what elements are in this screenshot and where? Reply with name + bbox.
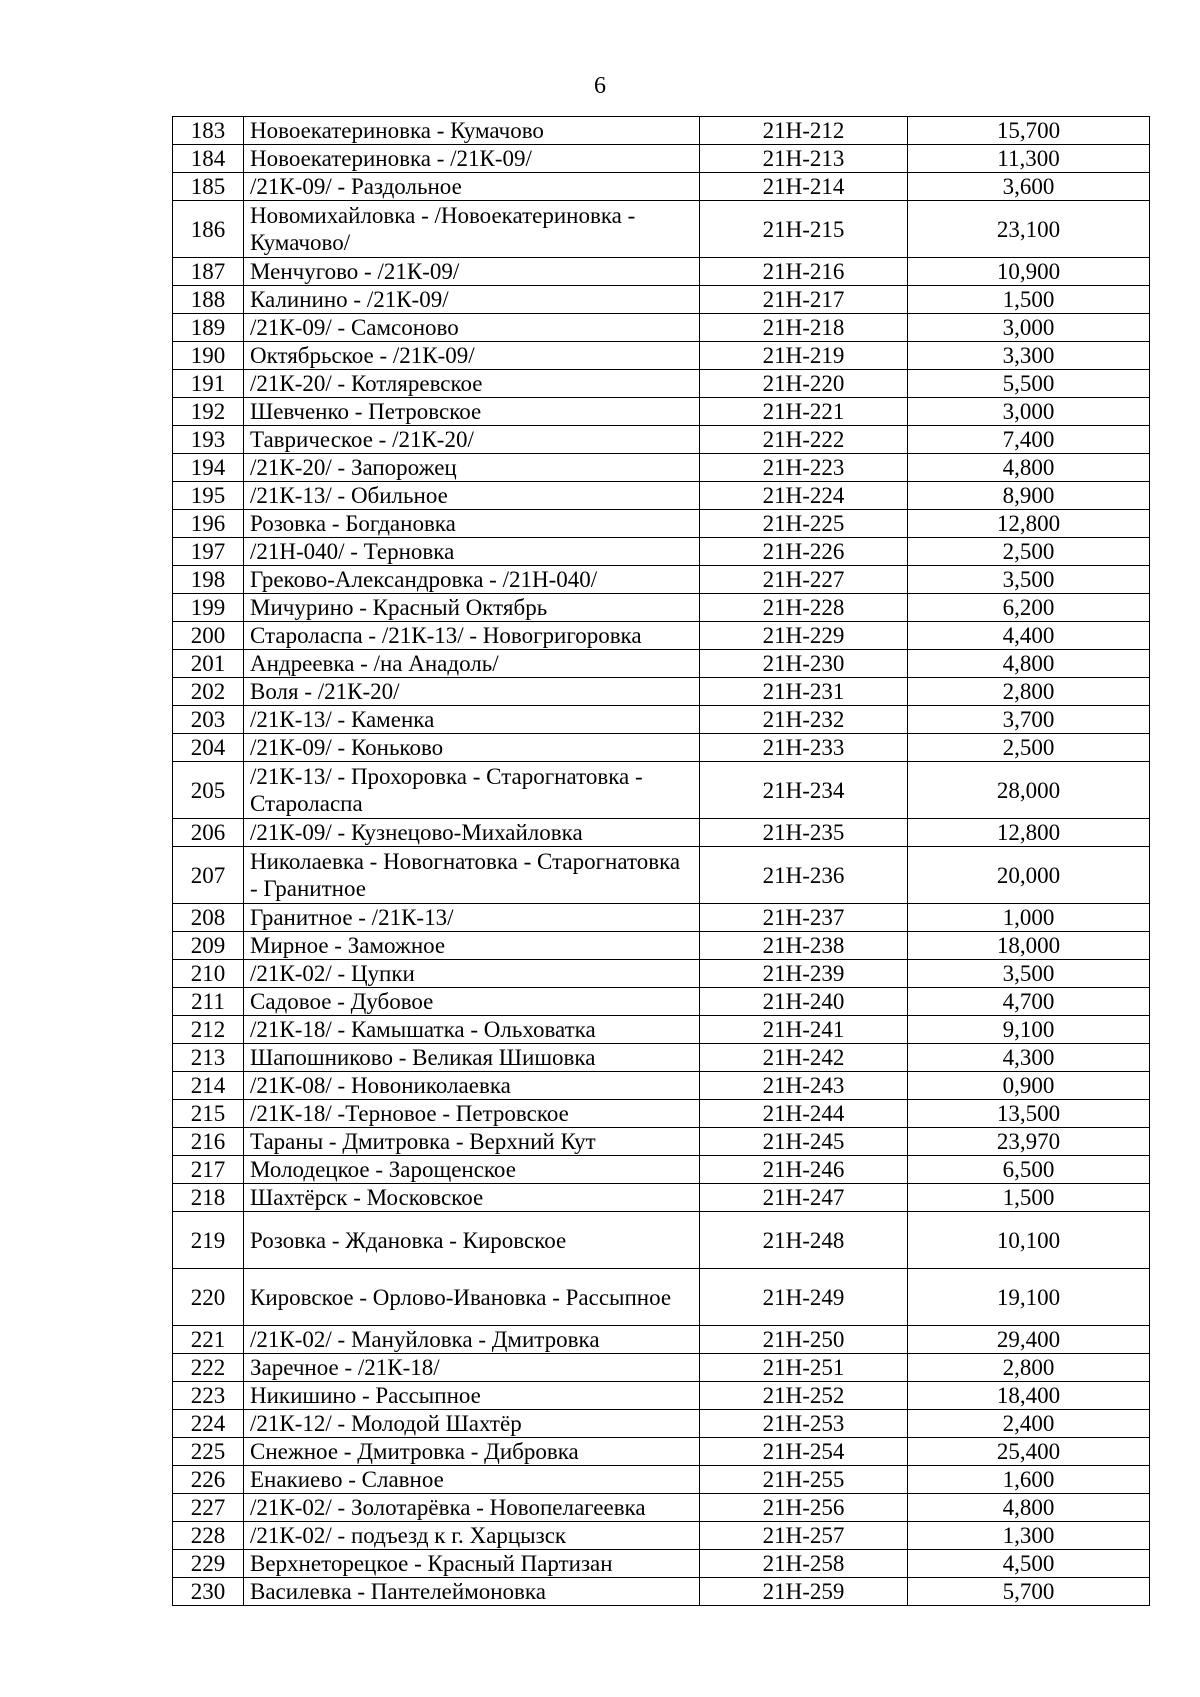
table-row	[173, 370, 1150, 398]
road-code-cell: 21Н-235	[700, 819, 908, 847]
road-name-cell: Николаевка - Новогнатовка - Старогнатовка - Гранитное	[244, 847, 700, 904]
page-number: 6	[594, 73, 606, 99]
road-length-cell: 3,700	[908, 706, 1150, 734]
road-code-cell: 21Н-213	[700, 145, 908, 173]
road-code-cell: 21Н-246	[700, 1156, 908, 1184]
row-number-cell: 221	[173, 1326, 244, 1354]
road-name-cell: /21К-08/ - Новониколаевка	[244, 1072, 700, 1100]
table-row	[173, 960, 1150, 988]
table-row	[173, 1382, 1150, 1410]
road-length-cell: 3,500	[908, 566, 1150, 594]
road-code-cell: 21Н-217	[700, 286, 908, 314]
road-length-cell: 25,400	[908, 1438, 1150, 1466]
row-number-cell: 206	[173, 819, 244, 847]
road-code-cell: 21Н-240	[700, 988, 908, 1016]
road-name-cell: /21К-18/ -Терновое - Петровское	[244, 1100, 700, 1128]
row-number-cell: 186	[173, 201, 244, 258]
road-length-cell: 4,800	[908, 1494, 1150, 1522]
road-code-cell: 21Н-237	[700, 904, 908, 932]
road-code-cell: 21Н-223	[700, 454, 908, 482]
roads-table-body	[173, 117, 1150, 1606]
table-row	[173, 734, 1150, 762]
row-number-cell: 222	[173, 1354, 244, 1382]
row-number-cell: 200	[173, 622, 244, 650]
row-number-cell: 194	[173, 454, 244, 482]
table-row	[173, 1326, 1150, 1354]
table-row	[173, 706, 1150, 734]
table-row	[173, 1578, 1150, 1606]
road-length-cell: 5,700	[908, 1578, 1150, 1606]
road-length-cell: 12,800	[908, 510, 1150, 538]
road-name-cell: Заречное - /21К-18/	[244, 1354, 700, 1382]
row-number-cell: 218	[173, 1184, 244, 1212]
road-name-cell: /21К-20/ - Запорожец	[244, 454, 700, 482]
road-name-cell: Воля - /21К-20/	[244, 678, 700, 706]
road-length-cell: 15,700	[908, 117, 1150, 145]
road-length-cell: 1,600	[908, 1466, 1150, 1494]
road-name-cell: Верхнеторецкое - Красный Партизан	[244, 1550, 700, 1578]
table-row	[173, 1410, 1150, 1438]
road-length-cell: 0,900	[908, 1072, 1150, 1100]
table-row	[173, 622, 1150, 650]
road-name-cell: /21К-13/ - Каменка	[244, 706, 700, 734]
road-name-cell: Андреевка - /на Анадоль/	[244, 650, 700, 678]
road-name-cell: Новоекатериновка - /21К-09/	[244, 145, 700, 173]
road-name-cell: Василевка - Пантелеймоновка	[244, 1578, 700, 1606]
road-code-cell: 21Н-233	[700, 734, 908, 762]
road-code-cell: 21Н-243	[700, 1072, 908, 1100]
table-row	[173, 426, 1150, 454]
table-row	[173, 1072, 1150, 1100]
table-row	[173, 1550, 1150, 1578]
road-name-cell: Снежное - Дмитровка - Дибровка	[244, 1438, 700, 1466]
row-number-cell: 208	[173, 904, 244, 932]
road-name-cell: Шапошниково - Великая Шишовка	[244, 1044, 700, 1072]
table-row	[173, 314, 1150, 342]
road-length-cell: 4,800	[908, 454, 1150, 482]
road-length-cell: 2,500	[908, 538, 1150, 566]
table-row	[173, 762, 1150, 819]
table-row	[173, 145, 1150, 173]
road-code-cell: 21Н-252	[700, 1382, 908, 1410]
road-code-cell: 21Н-225	[700, 510, 908, 538]
table-row	[173, 1212, 1150, 1269]
row-number-cell: 230	[173, 1578, 244, 1606]
road-length-cell: 2,400	[908, 1410, 1150, 1438]
table-row	[173, 932, 1150, 960]
road-name-cell: Садовое - Дубовое	[244, 988, 700, 1016]
road-code-cell: 21Н-239	[700, 960, 908, 988]
road-code-cell: 21Н-212	[700, 117, 908, 145]
road-name-cell: /21К-02/ - Цупки	[244, 960, 700, 988]
table-row	[173, 286, 1150, 314]
road-name-cell: /21К-09/ - Самсоново	[244, 314, 700, 342]
road-length-cell: 3,600	[908, 173, 1150, 201]
table-row	[173, 678, 1150, 706]
road-length-cell: 1,300	[908, 1522, 1150, 1550]
row-number-cell: 214	[173, 1072, 244, 1100]
road-length-cell: 1,000	[908, 904, 1150, 932]
road-code-cell: 21Н-227	[700, 566, 908, 594]
row-number-cell: 220	[173, 1269, 244, 1326]
table-row	[173, 1128, 1150, 1156]
road-code-cell: 21Н-221	[700, 398, 908, 426]
row-number-cell: 224	[173, 1410, 244, 1438]
road-length-cell: 3,500	[908, 960, 1150, 988]
row-number-cell: 198	[173, 566, 244, 594]
row-number-cell: 207	[173, 847, 244, 904]
road-code-cell: 21Н-247	[700, 1184, 908, 1212]
road-code-cell: 21Н-245	[700, 1128, 908, 1156]
road-code-cell: 21Н-242	[700, 1044, 908, 1072]
row-number-cell: 215	[173, 1100, 244, 1128]
road-code-cell: 21Н-256	[700, 1494, 908, 1522]
road-code-cell: 21Н-253	[700, 1410, 908, 1438]
road-length-cell: 29,400	[908, 1326, 1150, 1354]
road-length-cell: 18,000	[908, 932, 1150, 960]
road-length-cell: 4,400	[908, 622, 1150, 650]
row-number-cell: 212	[173, 1016, 244, 1044]
row-number-cell: 225	[173, 1438, 244, 1466]
table-row	[173, 904, 1150, 932]
road-code-cell: 21Н-251	[700, 1354, 908, 1382]
table-row	[173, 566, 1150, 594]
road-name-cell: /21К-20/ - Котляревское	[244, 370, 700, 398]
road-length-cell: 19,100	[908, 1269, 1150, 1326]
road-name-cell: Кировское - Орлово-Ивановка - Рассыпное	[244, 1269, 700, 1326]
row-number-cell: 187	[173, 258, 244, 286]
road-length-cell: 10,100	[908, 1212, 1150, 1269]
row-number-cell: 203	[173, 706, 244, 734]
table-row	[173, 398, 1150, 426]
road-length-cell: 2,800	[908, 1354, 1150, 1382]
road-code-cell: 21Н-255	[700, 1466, 908, 1494]
road-name-cell: /21К-02/ - подъезд к г. Харцызск	[244, 1522, 700, 1550]
road-code-cell: 21Н-216	[700, 258, 908, 286]
table-row	[173, 1522, 1150, 1550]
road-code-cell: 21Н-220	[700, 370, 908, 398]
road-length-cell: 7,400	[908, 426, 1150, 454]
road-length-cell: 20,000	[908, 847, 1150, 904]
road-length-cell: 2,500	[908, 734, 1150, 762]
road-name-cell: /21К-13/ - Прохоровка - Старогнатовка - Староласпа	[244, 762, 700, 819]
table-row	[173, 201, 1150, 258]
road-code-cell: 21Н-224	[700, 482, 908, 510]
table-row	[173, 1044, 1150, 1072]
table-row	[173, 594, 1150, 622]
table-row	[173, 1354, 1150, 1382]
road-name-cell: Енакиево - Славное	[244, 1466, 700, 1494]
road-length-cell: 4,300	[908, 1044, 1150, 1072]
road-code-cell: 21Н-241	[700, 1016, 908, 1044]
road-name-cell: Октябрьское - /21К-09/	[244, 342, 700, 370]
road-name-cell: Калинино - /21К-09/	[244, 286, 700, 314]
road-length-cell: 4,500	[908, 1550, 1150, 1578]
row-number-cell: 211	[173, 988, 244, 1016]
road-code-cell: 21Н-219	[700, 342, 908, 370]
road-length-cell: 3,000	[908, 398, 1150, 426]
row-number-cell: 191	[173, 370, 244, 398]
road-name-cell: /21Н-040/ - Терновка	[244, 538, 700, 566]
road-length-cell: 12,800	[908, 819, 1150, 847]
road-length-cell: 6,500	[908, 1156, 1150, 1184]
table-row	[173, 650, 1150, 678]
road-code-cell: 21Н-229	[700, 622, 908, 650]
road-length-cell: 23,100	[908, 201, 1150, 258]
road-code-cell: 21Н-258	[700, 1550, 908, 1578]
road-code-cell: 21Н-236	[700, 847, 908, 904]
row-number-cell: 228	[173, 1522, 244, 1550]
road-code-cell: 21Н-232	[700, 706, 908, 734]
road-name-cell: Розовка - Богдановка	[244, 510, 700, 538]
row-number-cell: 226	[173, 1466, 244, 1494]
row-number-cell: 216	[173, 1128, 244, 1156]
row-number-cell: 204	[173, 734, 244, 762]
road-length-cell: 6,200	[908, 594, 1150, 622]
road-length-cell: 9,100	[908, 1016, 1150, 1044]
road-name-cell: Новоекатериновка - Кумачово	[244, 117, 700, 145]
road-length-cell: 2,800	[908, 678, 1150, 706]
table-row	[173, 482, 1150, 510]
road-code-cell: 21Н-259	[700, 1578, 908, 1606]
road-code-cell: 21Н-218	[700, 314, 908, 342]
road-length-cell: 11,300	[908, 145, 1150, 173]
row-number-cell: 217	[173, 1156, 244, 1184]
road-code-cell: 21Н-257	[700, 1522, 908, 1550]
road-name-cell: Никишино - Рассыпное	[244, 1382, 700, 1410]
row-number-cell: 229	[173, 1550, 244, 1578]
table-row	[173, 988, 1150, 1016]
road-length-cell: 1,500	[908, 1184, 1150, 1212]
road-length-cell: 5,500	[908, 370, 1150, 398]
road-code-cell: 21Н-249	[700, 1269, 908, 1326]
table-row	[173, 847, 1150, 904]
road-length-cell: 10,900	[908, 258, 1150, 286]
road-name-cell: /21К-13/ - Обильное	[244, 482, 700, 510]
table-row	[173, 342, 1150, 370]
table-row	[173, 510, 1150, 538]
road-name-cell: /21К-18/ - Камышатка - Ольховатка	[244, 1016, 700, 1044]
table-row	[173, 117, 1150, 145]
row-number-cell: 209	[173, 932, 244, 960]
road-code-cell: 21Н-250	[700, 1326, 908, 1354]
road-name-cell: /21К-02/ - Золотарёвка - Новопелагеевка	[244, 1494, 700, 1522]
row-number-cell: 189	[173, 314, 244, 342]
road-code-cell: 21Н-234	[700, 762, 908, 819]
road-code-cell: 21Н-222	[700, 426, 908, 454]
row-number-cell: 223	[173, 1382, 244, 1410]
road-name-cell: /21К-09/ - Кузнецово-Михайловка	[244, 819, 700, 847]
row-number-cell: 195	[173, 482, 244, 510]
road-length-cell: 18,400	[908, 1382, 1150, 1410]
road-name-cell: Таврическое - /21К-20/	[244, 426, 700, 454]
table-row	[173, 258, 1150, 286]
table-row	[173, 1466, 1150, 1494]
road-name-cell: /21К-12/ - Молодой Шахтёр	[244, 1410, 700, 1438]
road-length-cell: 4,700	[908, 988, 1150, 1016]
road-name-cell: Новомихайловка - /Новоекатериновка - Кумачово/	[244, 201, 700, 258]
table-row	[173, 1494, 1150, 1522]
row-number-cell: 199	[173, 594, 244, 622]
table-row	[173, 1184, 1150, 1212]
road-code-cell: 21Н-244	[700, 1100, 908, 1128]
table-row	[173, 1100, 1150, 1128]
road-name-cell: /21К-02/ - Мануйловка - Дмитровка	[244, 1326, 700, 1354]
row-number-cell: 219	[173, 1212, 244, 1269]
row-number-cell: 184	[173, 145, 244, 173]
row-number-cell: 205	[173, 762, 244, 819]
road-name-cell: Розовка - Ждановка - Кировское	[244, 1212, 700, 1269]
table-row	[173, 173, 1150, 201]
road-code-cell: 21Н-214	[700, 173, 908, 201]
road-length-cell: 8,900	[908, 482, 1150, 510]
road-code-cell: 21Н-228	[700, 594, 908, 622]
row-number-cell: 190	[173, 342, 244, 370]
road-length-cell: 28,000	[908, 762, 1150, 819]
row-number-cell: 185	[173, 173, 244, 201]
row-number-cell: 201	[173, 650, 244, 678]
road-length-cell: 23,970	[908, 1128, 1150, 1156]
row-number-cell: 193	[173, 426, 244, 454]
road-code-cell: 21Н-230	[700, 650, 908, 678]
table-row	[173, 538, 1150, 566]
road-name-cell: /21К-09/ - Коньково	[244, 734, 700, 762]
row-number-cell: 183	[173, 117, 244, 145]
row-number-cell: 192	[173, 398, 244, 426]
row-number-cell: 213	[173, 1044, 244, 1072]
table-row	[173, 1438, 1150, 1466]
road-code-cell: 21Н-231	[700, 678, 908, 706]
road-name-cell: Молодецкое - Зарощенское	[244, 1156, 700, 1184]
road-name-cell: Гранитное - /21К-13/	[244, 904, 700, 932]
table-row	[173, 1156, 1150, 1184]
road-name-cell: /21К-09/ - Раздольное	[244, 173, 700, 201]
road-length-cell: 4,800	[908, 650, 1150, 678]
table-row	[173, 1016, 1150, 1044]
road-length-cell: 1,500	[908, 286, 1150, 314]
road-code-cell: 21Н-226	[700, 538, 908, 566]
table-row	[173, 454, 1150, 482]
table-row	[173, 1269, 1150, 1326]
road-code-cell: 21Н-248	[700, 1212, 908, 1269]
roads-table	[172, 116, 1150, 1606]
road-name-cell: Мирное - Заможное	[244, 932, 700, 960]
table-row	[173, 819, 1150, 847]
row-number-cell: 210	[173, 960, 244, 988]
road-length-cell: 13,500	[908, 1100, 1150, 1128]
road-code-cell: 21Н-254	[700, 1438, 908, 1466]
road-name-cell: Шевченко - Петровское	[244, 398, 700, 426]
road-name-cell: Греково-Александровка - /21Н-040/	[244, 566, 700, 594]
road-name-cell: Тараны - Дмитровка - Верхний Кут	[244, 1128, 700, 1156]
row-number-cell: 196	[173, 510, 244, 538]
road-length-cell: 3,300	[908, 342, 1150, 370]
row-number-cell: 227	[173, 1494, 244, 1522]
road-name-cell: Менчугово - /21К-09/	[244, 258, 700, 286]
road-name-cell: Мичурино - Красный Октябрь	[244, 594, 700, 622]
road-length-cell: 3,000	[908, 314, 1150, 342]
row-number-cell: 202	[173, 678, 244, 706]
row-number-cell: 188	[173, 286, 244, 314]
row-number-cell: 197	[173, 538, 244, 566]
road-name-cell: Шахтёрск - Московское	[244, 1184, 700, 1212]
road-code-cell: 21Н-238	[700, 932, 908, 960]
road-code-cell: 21Н-215	[700, 201, 908, 258]
road-name-cell: Староласпа - /21К-13/ - Новогригоровка	[244, 622, 700, 650]
